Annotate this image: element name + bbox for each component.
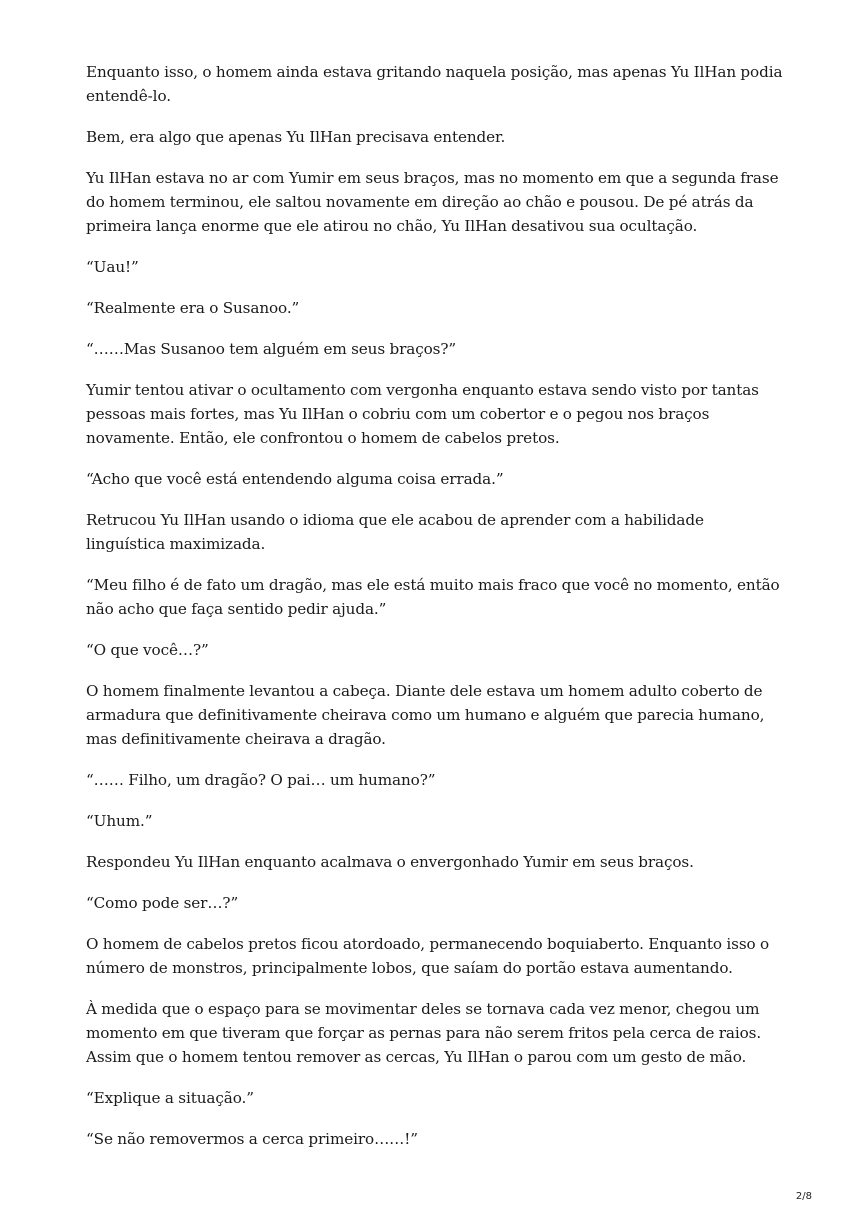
paragraph-7: Yumir tentou ativar o ocultamento com vergonha enquanto estava sendo visto por tantas pessoas mais fortes, mas Yu IlHan o cobriu com um cobertor e o pegou nos braços novamente. Então, ele confrontou o homem de cabelos pretos. bbox=[86, 381, 759, 447]
paragraph-10: “Meu filho é de fato um dragão, mas ele está muito mais fraco que você no momento, então não acho que faça sentido pedir ajuda.” bbox=[86, 576, 780, 618]
paragraph-2: Bem, era algo que apenas Yu IlHan precisava entender. bbox=[86, 128, 506, 146]
paragraph-14: “Uhum.” bbox=[86, 812, 153, 830]
paragraph-16: “Como pode ser…?” bbox=[86, 894, 239, 912]
paragraph-13: “…… Filho, um dragão? O pai… um humano?” bbox=[86, 771, 436, 789]
page-number: 2/8 bbox=[795, 1191, 812, 1202]
paragraph-8: “Acho que você está entendendo alguma coisa errada.” bbox=[86, 470, 504, 488]
paragraph-4: “Uau!” bbox=[86, 258, 139, 276]
paragraph-19: “Explique a situação.” bbox=[86, 1089, 254, 1107]
paragraph-18: À medida que o espaço para se movimentar deles se tornava cada vez menor, chegou um momento em que tiveram que forçar as pernas para não serem fritos pela cerca de raios. Assim que o homem tentou remover as cercas, Yu IlHan o parou com um gesto de mão. bbox=[86, 1000, 762, 1066]
paragraph-15: Respondeu Yu IlHan enquanto acalmava o envergonhado Yumir em seus braços. bbox=[86, 853, 694, 871]
paragraph-17: O homem de cabelos pretos ficou atordoado, permanecendo boquiaberto. Enquanto isso o número de monstros, principalmente lobos, que saíam do portão estava aumentando. bbox=[86, 935, 770, 977]
paragraph-20: “Se não removermos a cerca primeiro……!” bbox=[86, 1130, 418, 1148]
paragraph-9: Retrucou Yu IlHan usando o idioma que ele acabou de aprender com a habilidade linguística maximizada. bbox=[86, 511, 704, 553]
paragraph-5: “Realmente era o Susanoo.” bbox=[86, 299, 300, 317]
paragraph-1: Enquanto isso, o homem ainda estava gritando naquela posição, mas apenas Yu IlHan podia entendê-lo. bbox=[86, 63, 783, 105]
document-page bbox=[86, 60, 786, 1168]
paragraph-12: O homem finalmente levantou a cabeça. Diante dele estava um homem adulto coberto de armadura que definitivamente cheirava como um humano e alguém que parecia humano, mas definitivamente cheirava a dragão. bbox=[86, 682, 765, 748]
paragraph-3: Yu IlHan estava no ar com Yumir em seus braços, mas no momento em que a segunda frase do homem terminou, ele saltou novamente em direção ao chão e pousou. De pé atrás da primeira lança enorme que ele atirou no chão, Yu IlHan desativou sua ocultação. bbox=[86, 169, 779, 235]
paragraph-6: “……Mas Susanoo tem alguém em seus braços?” bbox=[86, 340, 457, 358]
paragraph-11: “O que você…?” bbox=[86, 641, 209, 659]
